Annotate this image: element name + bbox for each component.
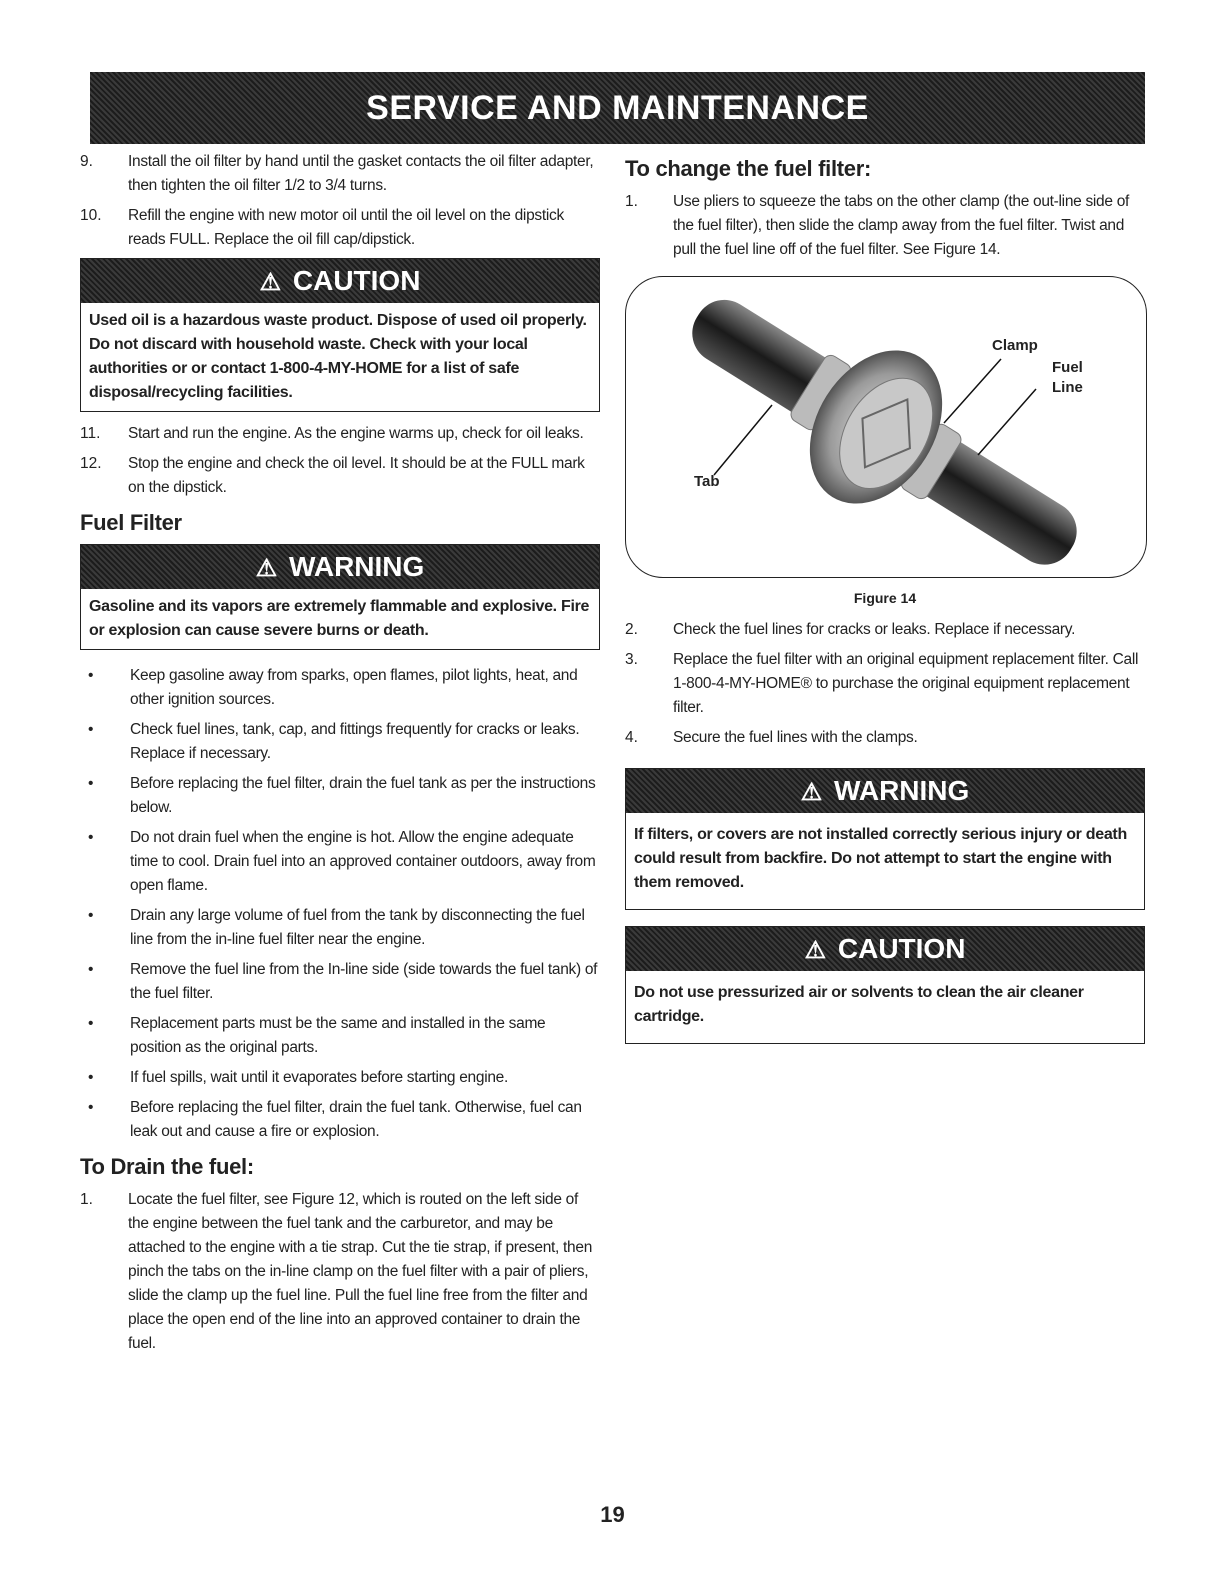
bullet-item bbox=[80, 826, 600, 898]
caution-bar bbox=[81, 259, 599, 303]
warning-bar bbox=[626, 769, 1144, 813]
bullet-icon: • bbox=[88, 961, 94, 978]
bullet-text: Drain any large volume of fuel from the tank by disconnecting the fuel line from the in-line fuel filter near the engine. bbox=[130, 907, 585, 948]
page-number: 19 bbox=[600, 1502, 625, 1527]
step-number: 4. bbox=[625, 729, 638, 746]
warning-title: WARNING bbox=[833, 775, 970, 806]
bullet-text: Replacement parts must be the same and installed in the same position as the original parts. bbox=[130, 1015, 546, 1056]
step-text: Use pliers to squeeze the tabs on the other clamp (the out-line side of the fuel filter), then slide the clamp away from the fuel filter. Twist and pull the fuel line off of the fuel filter. See Figure 14. bbox=[673, 193, 1130, 258]
right-column bbox=[625, 150, 1145, 1054]
label-fuel: Fuel bbox=[1052, 359, 1083, 376]
warning-title: WARNING bbox=[288, 551, 425, 582]
leader-clamp bbox=[944, 359, 1001, 423]
step-text: Install the oil filter by hand until the gasket contacts the oil filter adapter, then tighten the oil filter 1/2 to 3/4 turns. bbox=[128, 153, 594, 194]
change-step-1 bbox=[625, 190, 1145, 262]
bullet-icon: • bbox=[88, 1015, 94, 1032]
step-12 bbox=[80, 452, 600, 500]
warning-triangle-icon: ⚠ bbox=[255, 555, 278, 582]
label-clamp: Clamp bbox=[992, 337, 1038, 354]
warning-box-gasoline bbox=[80, 544, 600, 650]
figure-14-fuel-filter bbox=[625, 276, 1147, 578]
page-title: SERVICE AND MAINTENANCE bbox=[366, 89, 869, 127]
bullet-text: Remove the fuel line from the In-line side (side towards the fuel tank) of the fuel filter. bbox=[130, 961, 598, 1002]
section-heading-change-filter: To change the fuel filter: bbox=[625, 156, 872, 181]
bullet-text: Before replacing the fuel filter, drain the fuel tank as per the instructions below. bbox=[130, 775, 596, 816]
caution-box-air-cleaner bbox=[625, 926, 1145, 1044]
bullet-icon: • bbox=[88, 721, 94, 738]
caution-title: CAUTION bbox=[292, 265, 421, 296]
caution-box-oil bbox=[80, 258, 600, 412]
caution-title: CAUTION bbox=[837, 933, 966, 964]
step-text: Locate the fuel filter, see Figure 12, which is routed on the left side of the engine between the fuel tank and the carburetor, and may be attached to the engine with a tie strap. Cut the tie strap, if present, then pinch the tabs on the in-line clamp on the fuel filter with a pair of pliers, slide the clamp up the fuel line. Pull the fuel line free from the filter and place the open end of the line into an approved container to drain the fuel. bbox=[128, 1191, 593, 1352]
bullet-list bbox=[80, 664, 600, 1144]
bullet-item bbox=[80, 1096, 600, 1144]
change-step-4 bbox=[625, 726, 1145, 750]
caution-text: Do not use pressurized air or solvents to clean the air cleaner cartridge. bbox=[634, 984, 1084, 1025]
warning-text: Gasoline and its vapors are extremely flammable and explosive. Fire or explosion can cause severe burns or death. bbox=[89, 598, 590, 639]
step-number: 9. bbox=[80, 153, 93, 170]
bullet-item bbox=[80, 772, 600, 820]
bullet-item bbox=[80, 718, 600, 766]
step-text: Start and run the engine. As the engine warms up, check for oil leaks. bbox=[128, 425, 584, 442]
bullet-item bbox=[80, 958, 600, 1006]
left-column bbox=[80, 150, 600, 1362]
step-number: 3. bbox=[625, 651, 638, 668]
step-11 bbox=[80, 422, 600, 446]
section-heading-fuel-filter: Fuel Filter bbox=[80, 510, 182, 535]
warning-text: If filters, or covers are not installed correctly serious injury or death could result from backfire. Do not attempt to start the engine with them removed. bbox=[634, 826, 1127, 891]
bullet-text: Keep gasoline away from sparks, open flames, pilot lights, heat, and other ignition sources. bbox=[130, 667, 578, 708]
caution-text: Used oil is a hazardous waste product. Dispose of used oil properly. Do not discard with household waste. Check with your local authorities or or contact 1-800-4-MY-HOME for a list of safe disposal/recycling facilities. bbox=[89, 312, 587, 401]
caution-bar bbox=[626, 927, 1144, 971]
step-text: Secure the fuel lines with the clamps. bbox=[673, 729, 918, 746]
warning-triangle-icon: ⚠ bbox=[804, 937, 827, 964]
warning-triangle-icon: ⚠ bbox=[800, 779, 823, 806]
leader-tab bbox=[714, 405, 772, 475]
bullet-text: If fuel spills, wait until it evaporates before starting engine. bbox=[130, 1069, 508, 1086]
bullet-icon: • bbox=[88, 667, 94, 684]
step-number: 1. bbox=[625, 193, 638, 210]
warning-box-filters bbox=[625, 768, 1145, 910]
step-number: 11. bbox=[80, 425, 101, 442]
step-text: Refill the engine with new motor oil until the oil level on the dipstick reads FULL. Replace the oil fill cap/dipstick. bbox=[128, 207, 564, 248]
step-number: 12. bbox=[80, 455, 102, 472]
label-tab: Tab bbox=[694, 473, 720, 490]
bullet-icon: • bbox=[88, 775, 94, 792]
fuel-filter-illustration bbox=[626, 277, 1146, 577]
change-step-3 bbox=[625, 648, 1145, 720]
bullet-item bbox=[80, 1066, 600, 1090]
leader-fuel-line bbox=[978, 389, 1036, 455]
step-number: 2. bbox=[625, 621, 638, 638]
warning-bar bbox=[81, 545, 599, 589]
bullet-item bbox=[80, 1012, 600, 1060]
step-10 bbox=[80, 204, 600, 252]
bullet-text: Before replacing the fuel filter, drain the fuel tank. Otherwise, fuel can leak out and cause a fire or explosion. bbox=[130, 1099, 582, 1140]
bullet-text: Check fuel lines, tank, cap, and fittings frequently for cracks or leaks. Replace if necessary. bbox=[130, 721, 580, 762]
step-9 bbox=[80, 150, 600, 198]
warning-triangle-icon: ⚠ bbox=[259, 269, 282, 296]
bullet-icon: • bbox=[88, 907, 94, 924]
change-step-2 bbox=[625, 618, 1145, 642]
bullet-icon: • bbox=[88, 1099, 94, 1116]
step-number: 1. bbox=[80, 1191, 93, 1208]
step-text: Stop the engine and check the oil level. It should be at the FULL mark on the dipstick. bbox=[128, 455, 585, 496]
step-text: Check the fuel lines for cracks or leaks. Replace if necessary. bbox=[673, 621, 1076, 638]
section-heading-drain-fuel: To Drain the fuel: bbox=[80, 1154, 254, 1179]
page-title-banner bbox=[90, 72, 1145, 144]
drain-step-1 bbox=[80, 1188, 600, 1356]
bullet-icon: • bbox=[88, 1069, 94, 1086]
label-line: Line bbox=[1052, 379, 1083, 396]
step-text: Replace the fuel filter with an original equipment replacement filter. Call 1-800-4-MY-HOME® to purchase the original equipment replacement filter. bbox=[673, 651, 1139, 716]
bullet-item bbox=[80, 904, 600, 952]
bullet-item bbox=[80, 664, 600, 712]
bullet-text: Do not drain fuel when the engine is hot. Allow the engine adequate time to cool. Drain fuel into an approved container outdoors, away from open flame. bbox=[130, 829, 596, 894]
step-number: 10. bbox=[80, 207, 102, 224]
figure-caption: Figure 14 bbox=[853, 590, 917, 606]
bullet-icon: • bbox=[88, 829, 94, 846]
